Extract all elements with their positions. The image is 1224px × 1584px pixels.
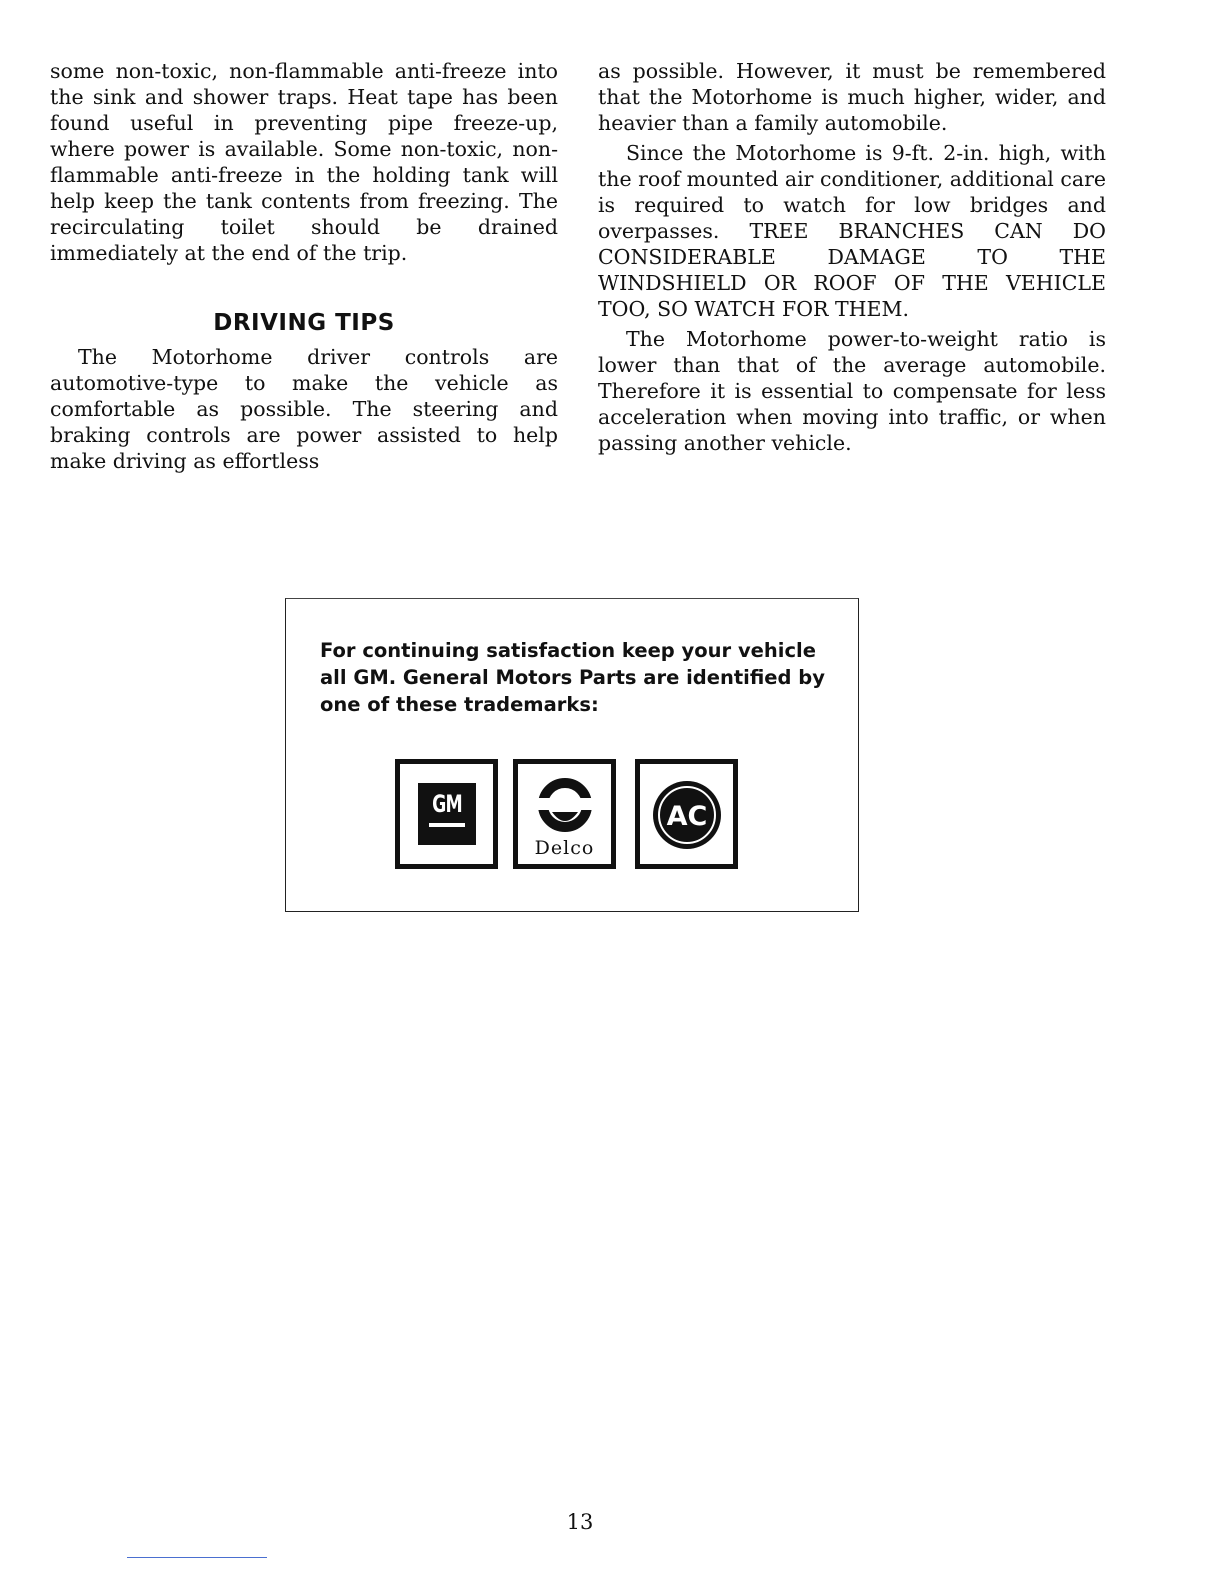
warning-caps-text: TREE BRANCHES CAN DO CONSIDERABLE DAMAGE TO THE WINDSHIELD OR ROOF OF THE VEHICLE TOO, SO WATCH FOR THEM. xyxy=(598,219,1106,321)
right-paragraph-1: as possible. However, it must be remembered that the Motorhome is much higher, wider, and heavier than a family automobile. xyxy=(598,59,1106,135)
right-paragraph-2-lead: Since the Motorhome is 9-ft. 2-in. high, with the roof mounted air conditioner, additional care is required to watch for low bridges and overpasses. xyxy=(598,141,1107,243)
right-column xyxy=(598,58,1106,456)
delco-wordmark: Delco xyxy=(534,837,595,859)
section-heading: DRIVING TIPS xyxy=(213,310,395,336)
gm-logo-block xyxy=(418,783,476,845)
left-paragraph-1: some non-toxic, non-flammable anti-freeze into the sink and shower traps. Heat tape has been found useful in preventing pipe freeze-up, where power is available. Some non-toxic, non-flammable anti-freeze in the holding tank will help keep the tank contents from freezing. The recirculating toilet should be drained immediately at the end of the trip. xyxy=(50,59,558,265)
right-paragraph-3: The Motorhome power-to-weight ratio is lower than that of the average automobile. Therefore it is essential to compensate for less acceleration when moving into traffic, or when passing another vehicle. xyxy=(598,327,1106,455)
left-paragraph-2: The Motorhome driver controls are automotive-type to make the vehicle as comfortable as possible. The steering and braking controls are power assisted to help make driving as effortless xyxy=(50,345,558,473)
page-number: 13 xyxy=(566,1510,594,1534)
footer-rule xyxy=(127,1557,267,1558)
gm-logo-underline xyxy=(429,823,465,827)
ac-emblem-icon xyxy=(650,778,724,852)
left-column xyxy=(50,58,558,474)
ac-logo xyxy=(635,759,738,869)
gm-logo-letters: GM xyxy=(432,790,462,818)
gm-logo xyxy=(395,759,498,869)
ac-emblem-letters: AC xyxy=(666,801,708,832)
trademark-notice-text: For continuing satisfaction keep your vehicle all GM. General Motors Parts are identified by one of these trademarks: xyxy=(320,639,825,716)
delco-logo xyxy=(513,759,616,869)
delco-emblem-icon xyxy=(538,772,592,836)
right-paragraph-2 xyxy=(598,140,1106,322)
trademark-notice-box xyxy=(285,598,859,912)
